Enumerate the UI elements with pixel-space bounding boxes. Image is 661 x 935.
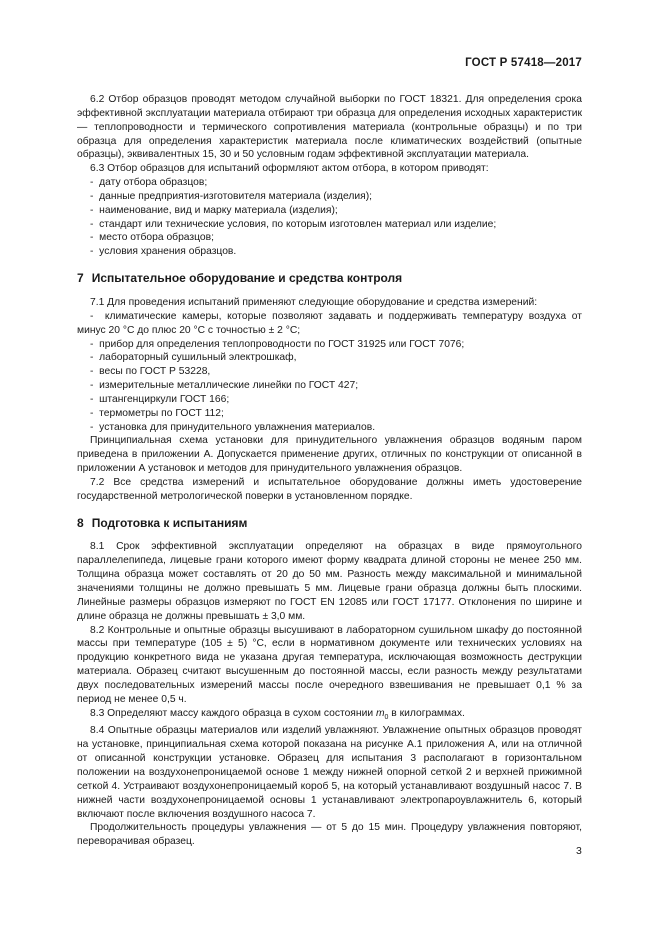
paragraph-6-3: 6.3 Отбор образцов для испытаний оформляют актом отбора, в котором приводят: [90,163,489,175]
section-7-number: 7 [77,271,84,286]
section-8-number: 8 [77,515,84,530]
section-7-heading [77,272,582,286]
paragraph-8-3-text-end: в килограммах. [388,707,465,719]
list-item: - условия хранения образцов. [77,245,582,259]
document-code: ГОСТ Р 57418—2017 [465,57,582,69]
paragraph-8-4: 8.4 Опытные образцы материалов или изделий увлажняют. Увлажнение опытных образцов проводят на установке, принципиальная схема которой показана на рисунке А.1 приложения А, или на отличной от описанной конструкции установке. Образец для испытания 3 располагают в горизонтальном положении на воздухонепроницаемой основе 1 между нижней опорной сеткой 2 и верхней прижимной сеткой 4. Устраивают воздухонепроницаемый короб 5, на который устанавливают воздушный насос 7. В нижней части воздухонепроницаемой основы 1 устанавливают электропароувлажнитель 6, который включают после включения воздушного насоса 7. [77,725,582,820]
paragraph-scheme: Принципиальная схема установки для принудительного увлажнения образцов водяным паром приведена в приложении А. Допускается применение других, отличных по конструкции от описанной в приложении А установок и методов для принудительного увлажнения образцов. [77,435,582,475]
list-item: - лабораторный сушильный электрошкаф, [77,351,582,365]
list-item: - данные предприятия-изготовителя материала (изделия); [77,190,582,204]
paragraph-8-2: 8.2 Контрольные и опытные образцы высушивают в лабораторном сушильном шкафу до постоянной массы при температуре (105 ± 5) °С, если в нормативном документе или технических условиях на продукцию конкретного вида не указана другая температура, исключающая возможность деструкции материала. Образец считают высушенным до постоянной массы, если разность между результатами двух последовательных измерений массы после очередного взвешивания не превышает 0,1 % за период не менее 0,5 ч. [77,624,582,705]
list-item: - дату отбора образцов; [77,176,582,190]
list-item-climate-chambers: - климатические камеры, которые позволяют задавать и поддерживать температуру воздуха от минус 20 °С до плюс 20 °С с точностью ± 2 °С; [77,310,582,336]
list-item: - установка для принудительного увлажнения материалов. [77,421,582,435]
list-item: - измерительные металлические линейки по ГОСТ 427; [77,379,582,393]
list-item: - весы по ГОСТ Р 53228, [77,365,582,379]
page-body [77,93,582,849]
section-8-title: Подготовка к испытаниям [91,515,248,530]
section-8-heading [77,517,582,531]
paragraph-duration: Продолжительность процедуры увлажнения — от 5 до 15 мин. Процедуру увлажнения повторяют, переворачивая образец. [77,822,582,848]
paragraph-8-3 [77,707,582,725]
list-6-3 [77,176,582,259]
page-number: 3 [576,845,582,857]
list-item: - место отбора образцов; [77,231,582,245]
list-7-1 [77,338,582,435]
list-item: - наименование, вид и марку материала (изделия); [77,204,582,218]
paragraph-7-1: 7.1 Для проведения испытаний применяют следующие оборудование и средства измерений: [90,296,538,308]
section-7-title: Испытательное оборудование и средства контроля [91,271,403,286]
mass-subscript: 0 [384,713,389,721]
list-item: - штангенциркули ГОСТ 166; [77,393,582,407]
list-item: - термометры по ГОСТ 112; [77,407,582,421]
list-item: - стандарт или технические условия, по которым изготовлен материал или изделие; [77,218,582,232]
list-item: - прибор для определения теплопроводности по ГОСТ 31925 или ГОСТ 7076; [77,338,582,352]
list-item-text: климатические камеры, которые позволяют задавать и поддерживать температуру воздуха от минус 20 °С до плюс 20 °С с точностью ± 2 °С; [77,310,582,336]
mass-symbol: m [375,707,385,719]
paragraph-8-3-text: 8.3 Определяют массу каждого образца в сухом состоянии [90,707,376,719]
paragraph-8-1: 8.1 Срок эффективной эксплуатации определяют на образцах в виде прямоугольного параллелепипеда, лицевые грани которого имеют форму квадрата длиной стороны не менее 250 мм. Толщина образца может составлять от 20 до 50 мм. Разность между максимальной и минимальной значениями толщины не должно превышать 5 мм. Лицевые грани образца должны быть плоскими. Линейные размеры образцов измеряют по ГОСТ EN 12085 или ГОСТ 17177. Отклонения по ширине и длине образца не должны превышать ± 3,0 мм. [77,541,582,622]
paragraph-6-2: 6.2 Отбор образцов проводят методом случайной выборки по ГОСТ 18321. Для определения срока эффективной эксплуатации материала отбирают три образца для определения исходных характеристик — теплопроводности и термического сопротивления материала (контрольные образцы) и по три образца для определения характеристик материала после климатических воздействий (опытные образцы), эквивалентных 15, 30 и 50 условным годам эффективной эксплуатации материала. [77,94,582,161]
paragraph-7-2: 7.2 Все средства измерений и испытательное оборудование должны иметь удостоверение государственной метрологической поверки в установленном порядке. [77,476,582,502]
